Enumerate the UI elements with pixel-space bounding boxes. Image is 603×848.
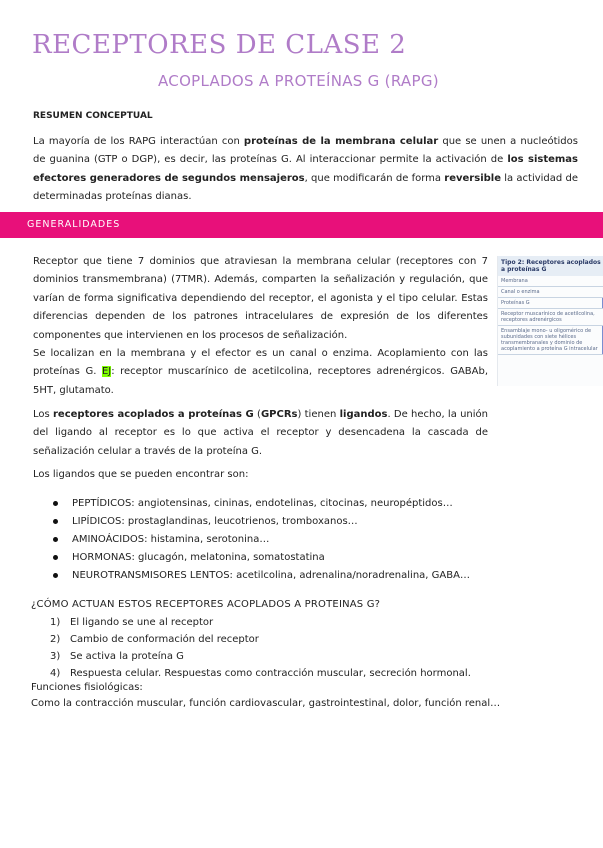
question-heading: ¿CÓMO ACTUAN ESTOS RECEPTORES ACOPLADOS A PROTEINAS G? <box>31 599 381 610</box>
figure-row: Membrana <box>498 276 603 287</box>
list-item: 1) El ligando se une al receptor <box>50 617 214 628</box>
figure-title: Tipo 2: Receptores acoplados a proteínas G <box>498 256 603 276</box>
funciones-text: Como la contracción muscular, función cardiovascular, gastrointestinal, dolor, función renal… <box>31 698 501 709</box>
section-label: GENERALIDADES <box>27 219 121 230</box>
list-item: AMINOÁCIDOS: histamina, serotonina… <box>50 531 470 549</box>
list-item: PEPTÍDICOS: angiotensinas, cininas, endotelinas, citocinas, neuropéptidos… <box>50 495 470 513</box>
list-item: LIPÍDICOS: prostaglandinas, leucotrienos, tromboxanos… <box>50 513 470 531</box>
page-title: RECEPTORES DE CLASE 2 <box>32 30 407 60</box>
list-item: HORMONAS: glucagón, melatonina, somatostatina <box>50 549 470 567</box>
figure-row: Proteínas G <box>498 298 603 309</box>
highlight-ej: EJ <box>101 366 112 378</box>
page-subtitle: ACOPLADOS A PROTEÍNAS G (RAPG) <box>158 72 439 90</box>
list-item: NEUROTRANSMISORES LENTOS: acetilcolina, adrenalina/noradrenalina, GABA… <box>50 567 470 585</box>
receptor-figure <box>497 256 603 386</box>
list-item: 4) Respuesta celular. Respuestas como contracción muscular, secreción hormonal. <box>50 668 471 679</box>
resumen-paragraph: La mayoría de los RAPG interactúan con proteínas de la membrana celular que se unen a nucleótidos de guanina (GTP o DGP), es decir, las proteínas G. Al interaccionar permite la activación de los sistemas efectores generadores de segundos mensajeros, que modificarán de forma reversible la actividad de determinadas proteínas dianas. <box>33 136 579 203</box>
funciones-heading: Funciones fisiológicas: <box>31 682 143 693</box>
figure-row: Ensamblaje mono- u oligomérico de subunidades con siete hélices transmembranales y dominio de acoplamiento a proteína G intracelular <box>498 326 603 355</box>
resumen-heading: RESUMEN CONCEPTUAL <box>33 111 153 121</box>
generalidades-paragraph-2: Se localizan en la membrana y el efector es un canal o enzima. Acoplamiento con las proteínas G. EJ: receptor muscarínico de acetilcolina, receptores adrenérgicos. GABAb, 5HT, glutamato. <box>33 348 489 396</box>
ligands-intro: Los ligandos que se pueden encontrar son: <box>33 469 249 480</box>
list-item: 2) Cambio de conformación del receptor <box>50 634 259 645</box>
ligand-list <box>50 495 470 585</box>
figure-row: Receptor muscarínico de acetilcolina, receptores adrenérgicos <box>498 309 603 326</box>
step-list <box>50 614 471 682</box>
generalidades-paragraph-3: Los receptores acoplados a proteínas G (GPCRs) tienen ligandos. De hecho, la unión del ligando al receptor es lo que activa el receptor y desencadena la cascada de señalización celular a través de la proteína G. <box>33 409 488 457</box>
figure-row: Canal o enzima <box>498 287 603 298</box>
list-item: 3) Se activa la proteína G <box>50 651 184 662</box>
section-band-generalidades <box>0 212 603 238</box>
generalidades-paragraph-1: Receptor que tiene 7 dominios que atraviesan la membrana celular (receptores con 7 dominios transmembrana) (7TMR). Además, comparten la señalización y regulación, que varían de forma significativa dependiendo del receptor, el agonista y el tipo celular. Estas diferencias dependen de los patrones intracelulares de expresión de los diferentes componentes que intervienen en los procesos de señalización. <box>33 256 488 341</box>
